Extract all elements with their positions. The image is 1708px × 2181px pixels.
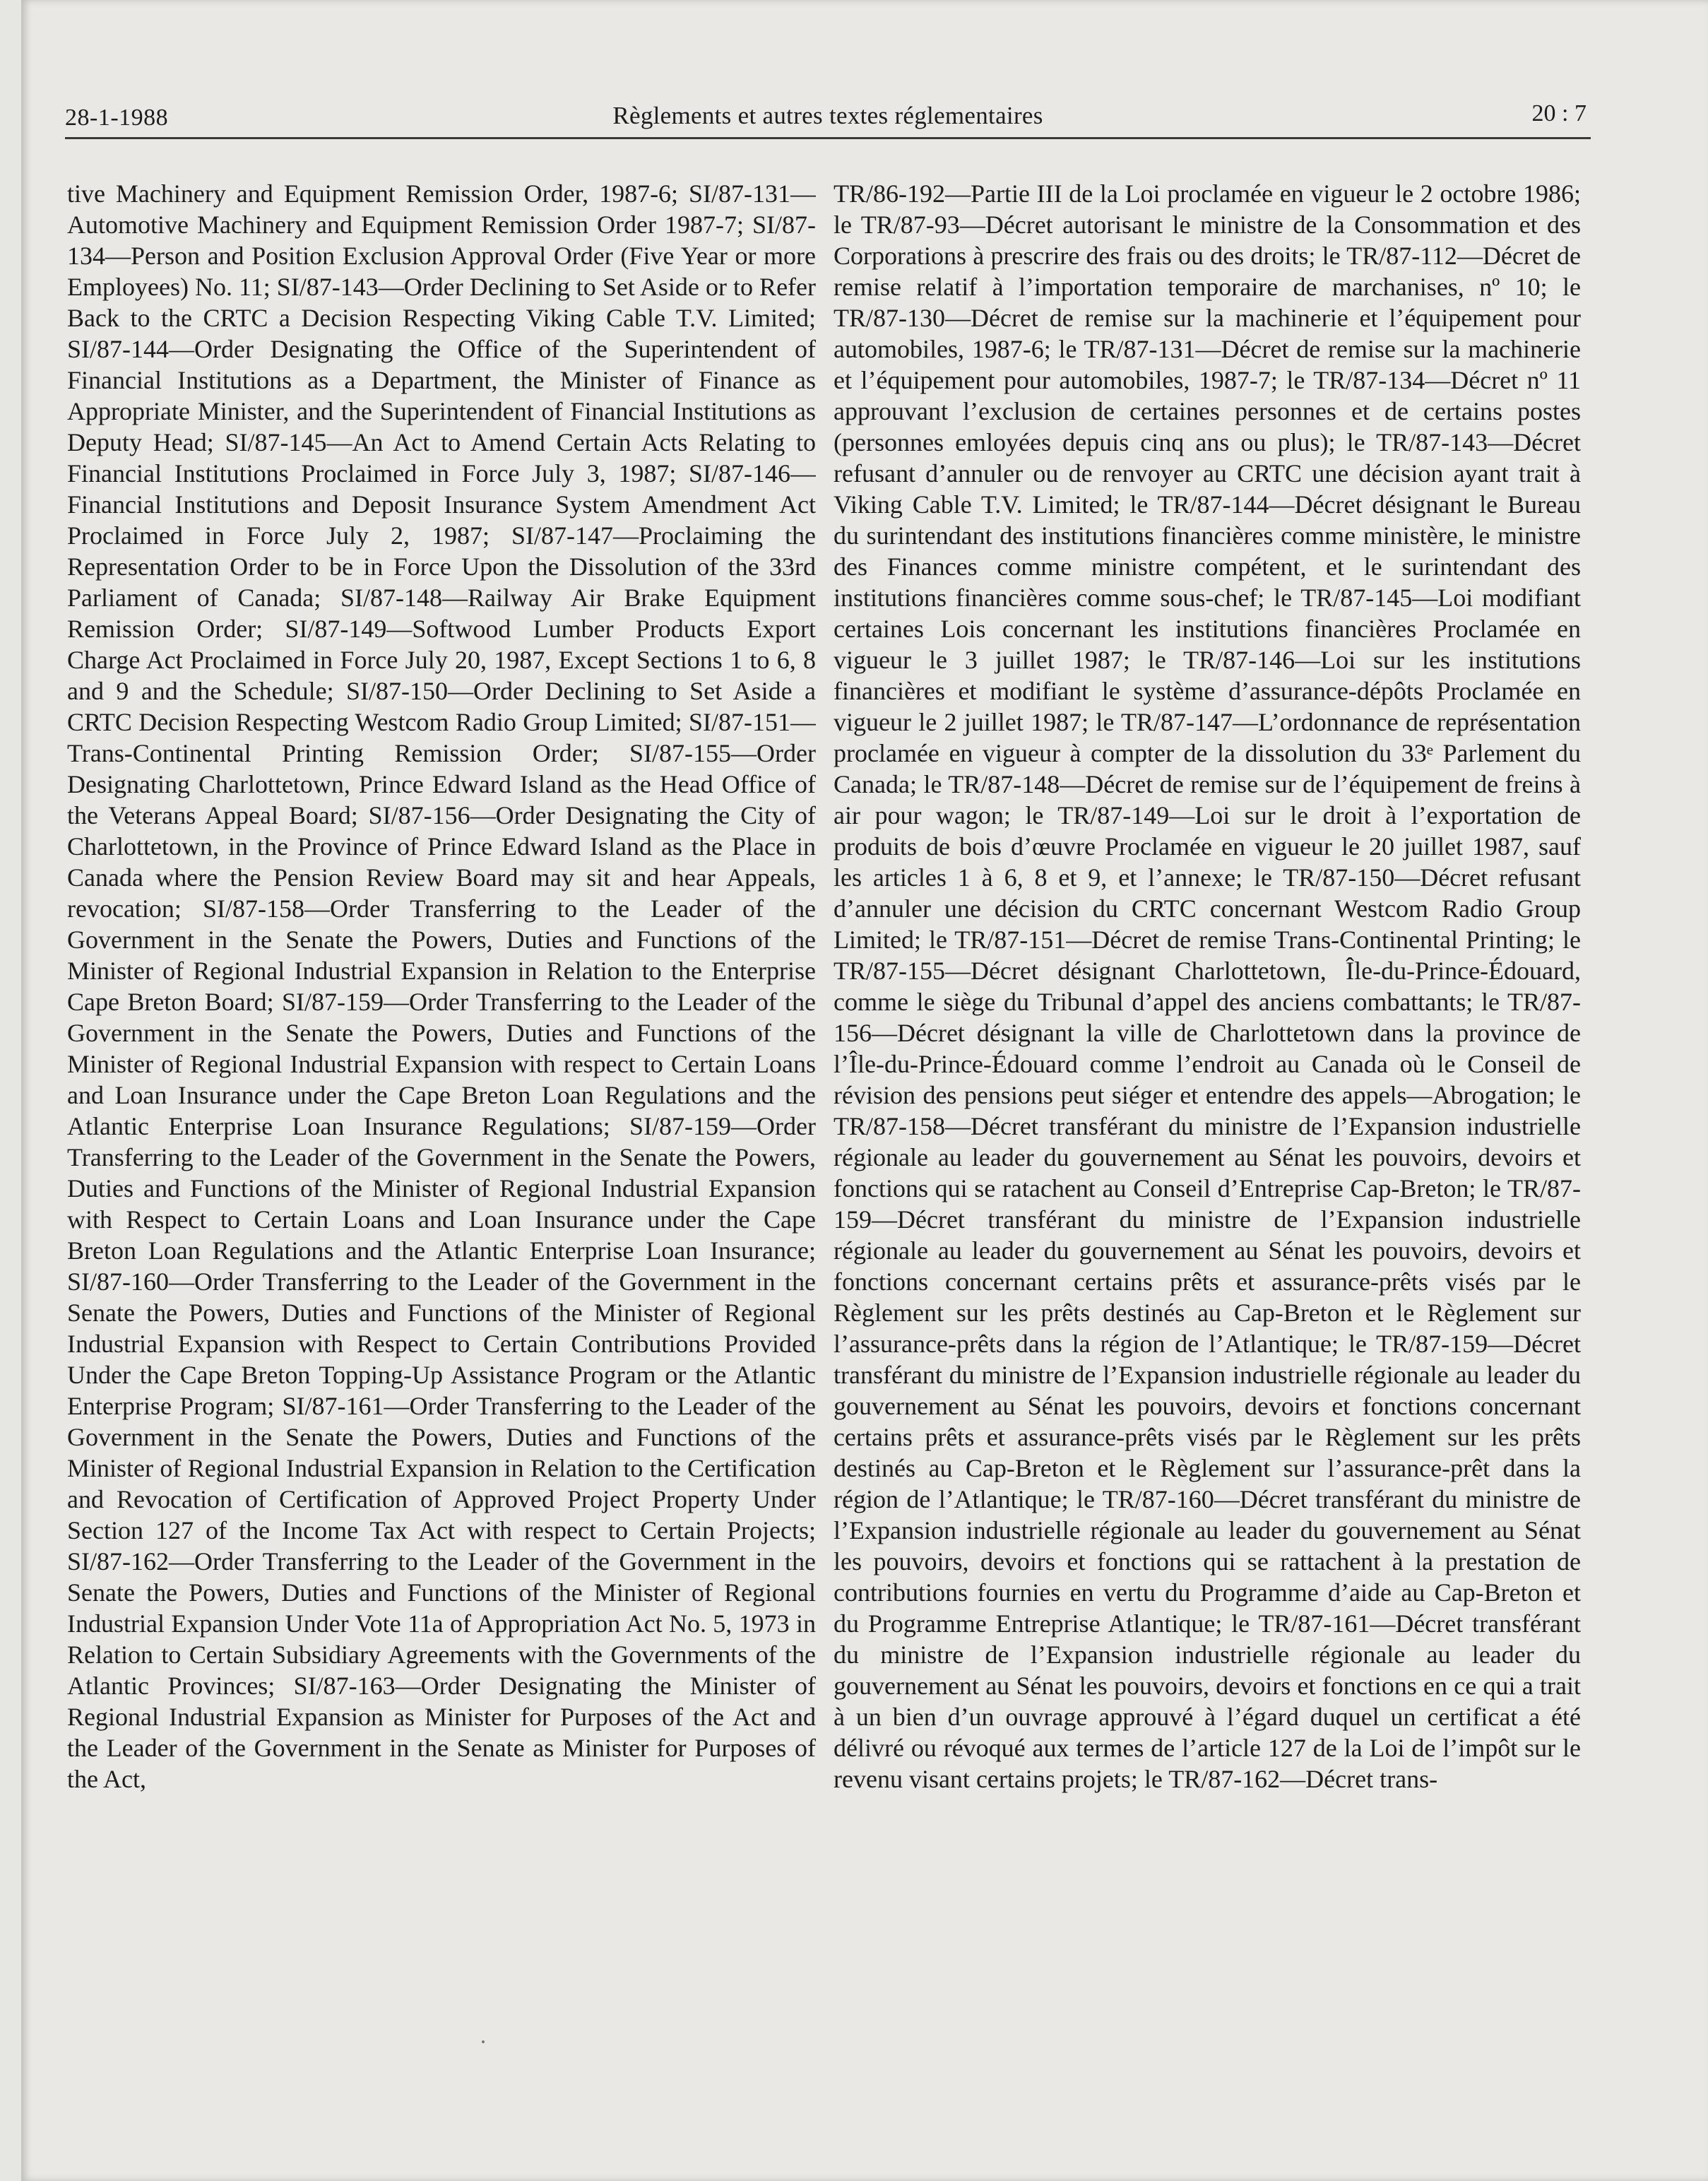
page-number: 20 : 7: [1531, 100, 1587, 126]
print-speck: [482, 2040, 485, 2043]
english-column-text: tive Machinery and Equipment Remission Order, 1987-6; SI/87-131—Automotive Machinery and Equipment Remission Order 1987-7; SI/87-134—Person and Position Exclusion Approval Order (Five Year or more Employees) No. 11; SI/87-143—Order Declining to Set Aside or to Refer Back to the CRTC a Decision Respecting Viking Cable T.V. Limited; SI/87-144—Order Designating the Office of the Superintendent of Financial Institutions as a Department, the Minister of Finance as Appropriate Minister, and the Superintendent of Financial Institutions as Deputy Head; SI/87-145—An Act to Amend Certain Acts Relating to Financial Institutions Proclaimed in Force July 3, 1987; SI/87-146—Financial Institutions and Deposit Insurance System Amendment Act Proclaimed in Force July 2, 1987; SI/87-147—Proclaiming the Representation Order to be in Force Upon the Dissolution of the 33rd Parliament of Canada; SI/87-148—Railway Air Brake Equipment Remission Order; SI/87-149—Softwood Lumber Products Export Charge Act Proclaimed in Force July 20, 1987, Except Sections 1 to 6, 8 and 9 and the Schedule; SI/87-150—Order Declining to Set Aside a CRTC Decision Respecting Westcom Radio Group Limited; SI/87-151—Trans-Continental Printing Remission Order; SI/87-155—Order Designating Charlottetown, Prince Edward Island as the Head Office of the Veterans Appeal Board; SI/87-156—Order Designating the City of Charlottetown, in the Province of Prince Edward Island as the Place in Canada where the Pension Review Board may sit and hear Appeals, revocation; SI/87-158—Order Transferring to the Leader of the Government in the Senate the Powers, Duties and Functions of the Minister of Regional Industrial Expansion in Relation to the Enterprise Cape Breton Board; SI/87-159—Order Transferring to the Leader of the Government in the Senate the Powers, Duties and Functions of the Minister of Regional Industrial Expansion with respect to Certain Loans and Loan Insurance under the Cape Breton Loan Regulations and the Atlantic Enterprise Loan Insurance Regulations; SI/87-159—Order Transferring to the Leader of the Government in the Senate the Powers, Duties and Functions of the Minister of Regional Industrial Expansion with Respect to Certain Loans and Loan Insurance under the Cape Breton Loan Regulations and the Atlantic Enterprise Loan Insurance; SI/87-160—Order Transferring to the Leader of the Government in the Senate the Powers, Duties and Functions of the Minister of Regional Industrial Expansion with Respect to Certain Contributions Provided Under the Cape Breton Topping-Up Assistance Program or the Atlantic Enterprise Program; SI/87-161—Order Transferring to the Leader of the Government in the Senate the Powers, Duties and Functions of the Minister of Regional Industrial Expansion in Relation to the Certification and Revocation of Certification of Approved Project Property Under Section 127 of the Income Tax Act with respect to Certain Projects; SI/87-162—Order Transferring to the Leader of the Government in the Senate the Powers, Duties and Functions of the Minister of Regional Industrial Expansion Under Vote 11a of Appropriation Act No. 5, 1973 in Relation to Certain Subsidiary Agreements with the Governments of the Atlantic Provinces; SI/87-163—Order Designating the Minister of Regional Industrial Expansion as Minister for Purposes of the Act and the Leader of the Government in the Senate as Minister for Purposes of the Act,: [67, 179, 816, 1793]
french-column: [834, 178, 1581, 2036]
french-column-text: TR/86-192—Partie III de la Loi proclamée en vigueur le 2 octobre 1986; le TR/87-93—Décret autorisant le ministre de la Consommation et des Corporations à prescrire des frais ou des droits; le TR/87-112—Décret de remise relatif à l’importation temporaire de marchanises, nº 10; le TR/87-130—Décret de remise sur la machinerie et l’équipement pour automobiles, 1987-6; le TR/87-131—Décret de remise sur la machinerie et l’équipement pour automobiles, 1987-7; le TR/87-134—Décret nº 11 approuvant l’exclusion de certaines personnes et de certains postes (personnes emloyées depuis cinq ans ou plus); le TR/87-143—Décret refusant d’annuler ou de renvoyer au CRTC une décision ayant trait à Viking Cable T.V. Limited; le TR/87-144—Décret désignant le Bureau du surintendant des institutions financières comme ministère, le ministre des Finances comme ministre compétent, et le surintendant des institutions financières comme sous-chef; le TR/87-145—Loi modifiant certaines Lois concernant les institutions financières Proclamée en vigueur le 3 juillet 1987; le TR/87-146—Loi sur les institutions financières et modifiant le système d’assurance-dépôts Proclamée en vigueur le 2 juillet 1987; le TR/87-147—L’ordonnance de représentation proclamée en vigueur à compter de la dissolution du 33ᵉ Parlement du Canada; le TR/87-148—Décret de remise sur de l’équipement de freins à air pour wagon; le TR/87-149—Loi sur le droit à l’exportation de produits de bois d’œuvre Proclamée en vigueur le 20 juillet 1987, sauf les articles 1 à 6, 8 et 9, et l’annexe; le TR/87-150—Décret refusant d’annuler une décision du CRTC concernant Westcom Radio Group Limited; le TR/87-151—Décret de remise Trans-Continental Printing; le TR/87-155—Décret désignant Charlottetown, Île-du-Prince-Édouard, comme le siège du Tribunal d’appel des anciens combattants; le TR/87-156—Décret désignant la ville de Charlottetown dans la province de l’Île-du-Prince-Édouard comme l’endroit au Canada où le Conseil de révision des pensions peut siéger et entendre des appels—Abrogation; le TR/87-158—Décret transférant du ministre de l’Expansion industrielle régionale au leader du gouvernement au Sénat les pouvoirs, devoirs et fonctions qui se ratachent au Conseil d’Entreprise Cap-Breton; le TR/87-159—Décret transférant du ministre de l’Expansion industrielle régionale au leader du gouvernement au Sénat les pouvoirs, devoirs et fonctions concernant certains prêts et assurance-prêts visés par le Règlement sur les prêts destinés au Cap-Breton et le Règlement sur l’assurance-prêts dans la région de l’Atlantique; le TR/87-159—Décret transférant du ministre de l’Expansion industrielle régionale au leader du gouvernement au Sénat les pouvoirs, devoirs et fonctions concernant certains prêts et assurance-prêts visés par le Règlement sur les prêts destinés au Cap-Breton et le Règlement sur l’assurance-prêt dans la région de l’Atlantique; le TR/87-160—Décret transférant du ministre de l’Expansion industrielle régionale au leader du gouvernement au Sénat les pouvoirs, devoirs et fonctions qui se rattachent à la prestation de contributions fournies en vertu du Programme d’aide au Cap-Breton et du Programme Entreprise Atlantique; le TR/87-161—Décret transférant du ministre de l’Expansion industrielle régionale au leader du gouvernement au Sénat les pouvoirs, devoirs et fonctions en ce qui a trait à un bien d’un ouvrage approuvé à l’égard duquel un certificat a été délivré ou révoqué aux termes de l’article 127 de la Loi de l’impôt sur le revenu visant certains projets; le TR/87-162—Décret trans-: [834, 179, 1581, 1793]
running-header: [65, 90, 1591, 139]
header-title: Règlements et autres textes réglementaires: [612, 102, 1043, 129]
english-column: [67, 178, 816, 2036]
header-date: 28-1-1988: [65, 105, 169, 131]
